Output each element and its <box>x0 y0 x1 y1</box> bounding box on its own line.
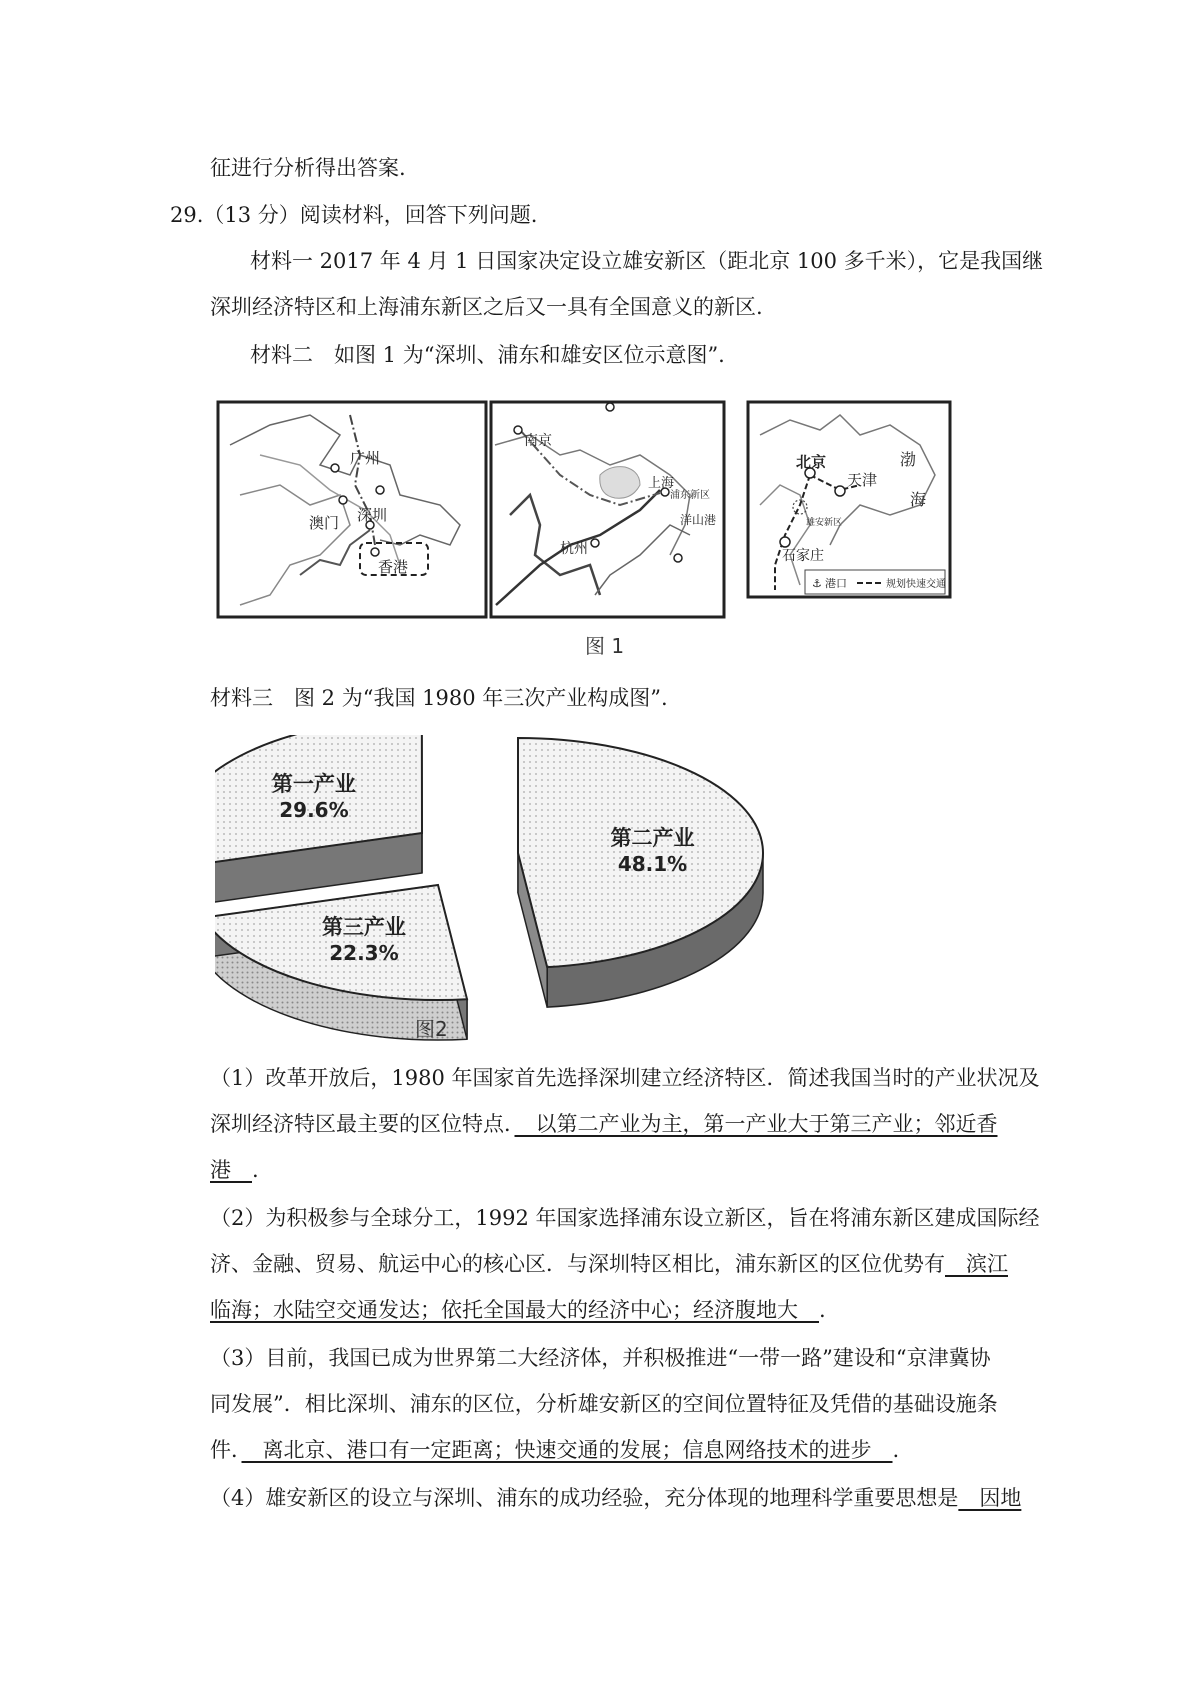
q4-answer: 因地 <box>958 1486 1022 1510</box>
label-shanghai: 上海 <box>648 476 675 491</box>
label-nanjing: 南京 <box>524 433 552 449</box>
map-shenzhen <box>218 402 486 617</box>
legend-rail: 规划快速交通 <box>886 579 946 590</box>
label-bohai-1: 渤 <box>900 450 917 469</box>
q2-answer-part2: 临海；水陆空交通发达；依托全国最大的经济中心；经济腹地大 <box>210 1298 819 1322</box>
map1-frame <box>218 402 486 617</box>
pie-label-name-1: 第一产业 <box>271 772 356 797</box>
question-header: 29.（13 分）阅读材料，回答下列问题. <box>170 203 538 227</box>
pie-label-name-3: 第三产业 <box>321 914 406 939</box>
map-xiongan <box>748 402 950 597</box>
label-yangshan: 洋山港 <box>680 513 717 527</box>
q1-line3 <box>210 1155 259 1185</box>
material2-text: 材料二 如图 1 为“深圳、浦东和雄安区位示意图”. <box>250 343 725 367</box>
q1-line1: （1）改革开放后，1980 年国家首先选择深圳建立经济特区．简述我国当时的产业状况及 <box>210 1066 1040 1090</box>
pie-label-value-1: 29.6% <box>279 798 349 823</box>
pie-label-value-2: 48.1% <box>617 852 688 877</box>
material3-text: 材料三 图 2 为“我国 1980 年三次产业构成图”. <box>210 686 668 710</box>
q4-line1 <box>210 1483 1021 1513</box>
q3-line3 <box>210 1435 899 1465</box>
map-pudong <box>491 402 724 617</box>
q1-end: . <box>252 1158 259 1182</box>
label-hongkong: 香港 <box>378 558 409 576</box>
figure2-caption: 图2 <box>415 1017 448 1041</box>
q3-line1: （3）目前，我国已成为世界第二大经济体，并积极推进“一带一路”建设和“京津冀协 <box>210 1346 991 1370</box>
label-xiongan: 雄安新区 <box>806 518 843 528</box>
q2-line3 <box>210 1295 826 1325</box>
q3-line3-prefix: 件． <box>210 1438 242 1462</box>
label-shijiazhuang: 石家庄 <box>782 548 824 564</box>
intro-tail-text: 征进行分析得出答案. <box>210 156 406 180</box>
material1-line1: 材料一 2017 年 4 月 1 日国家决定设立雄安新区（距北京 100 多千米），它是我国继 <box>250 249 1044 273</box>
pie-label-name-2: 第二产业 <box>610 826 695 851</box>
q2-end: . <box>819 1298 826 1322</box>
q2-answer-part1: 滨江 <box>945 1252 1008 1276</box>
figure1-maps <box>200 395 1020 627</box>
q1-line2-prefix: 深圳经济特区最主要的区位特点． <box>210 1112 515 1136</box>
label-shenzhen: 深圳 <box>357 506 388 524</box>
q2-line2-prefix: 济、金融、贸易、航运中心的核心区．与深圳特区相比，浦东新区的区位优势有 <box>210 1252 945 1276</box>
legend-port: 港口 <box>825 577 847 590</box>
label-beijing: 北京 <box>796 453 827 471</box>
figure1-caption: 图 1 <box>585 634 625 658</box>
label-macau: 澳门 <box>309 514 340 532</box>
q2-line2 <box>210 1249 1008 1279</box>
label-guangzhou: 广州 <box>350 449 381 467</box>
legend-port-icon: ⚓ <box>812 577 822 590</box>
q3-line2: 同发展”．相比深圳、浦东的区位，分析雄安新区的空间位置特征及凭借的基础设施条 <box>210 1392 998 1416</box>
label-pudong: 浦东新区 <box>670 490 710 501</box>
figure2-pie-chart <box>215 735 795 1045</box>
pie-label-value-3: 22.3% <box>329 940 399 965</box>
label-bohai-2: 海 <box>910 490 927 509</box>
q4-prefix: （4）雄安新区的设立与深圳、浦东的成功经验，充分体现的地理科学重要思想是 <box>210 1486 959 1510</box>
q3-end: . <box>892 1438 900 1462</box>
q1-answer-part1: 以第二产业为主，第一产业大于第三产业；邻近香 <box>514 1112 998 1136</box>
label-hangzhou: 杭州 <box>560 541 588 557</box>
q1-line2 <box>210 1109 998 1139</box>
q1-answer-part2: 港 <box>210 1158 252 1182</box>
q3-answer: 离北京、港口有一定距离；快速交通的发展；信息网络技术的进步 <box>241 1438 893 1462</box>
material1-line2: 深圳经济特区和上海浦东新区之后又一具有全国意义的新区. <box>210 295 763 319</box>
label-tianjin: 天津 <box>847 471 878 489</box>
q2-line1: （2）为积极参与全球分工，1992 年国家选择浦东设立新区，旨在将浦东新区建成国际经 <box>210 1206 1040 1230</box>
